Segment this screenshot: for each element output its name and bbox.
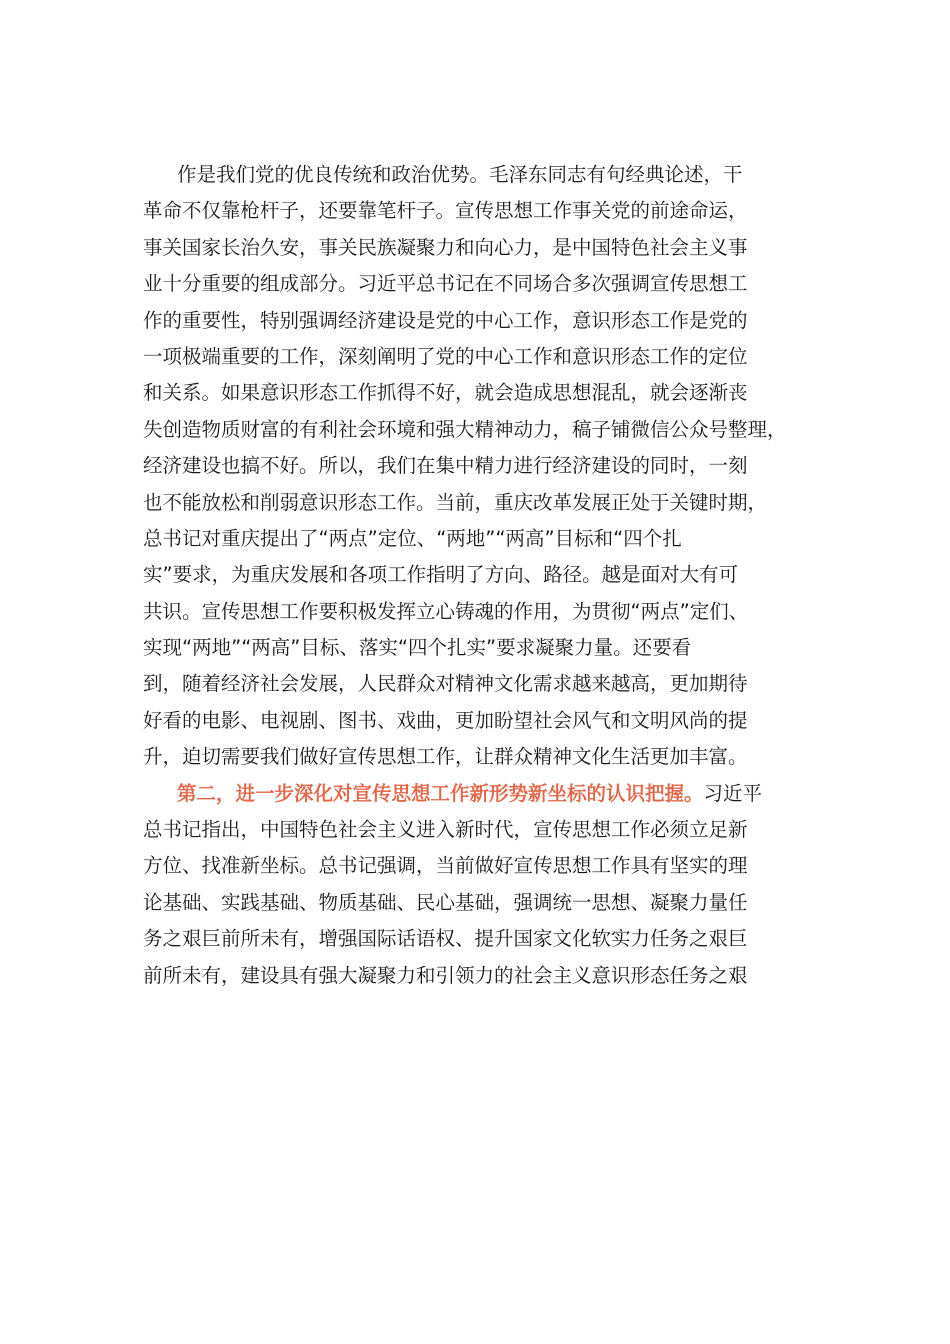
text-line: 也不能放松和削弱意识形态工作。当前，重庆改革发展正处于关键时期， xyxy=(143,490,768,514)
paragraph-2-first-line xyxy=(143,776,823,812)
text-line: 论基础、实践基础、物质基础、民心基础，强调统一思想、凝聚力量任 xyxy=(143,890,748,914)
text-line: 好看的电影、电视剧、图书、戏曲，更加盼望社会风气和文明风尚的提 xyxy=(143,708,748,732)
paragraph-1 xyxy=(143,157,823,776)
text-line: 经济建设也搞不好。所以，我们在集中精力进行经济建设的同时，一刻 xyxy=(143,454,748,478)
text-line: 业十分重要的组成部分。习近平总书记在不同场合多次强调宣传思想工 xyxy=(143,272,748,296)
section-heading: 第二，进一步深化对宣传思想工作新形势新坐标的认识把握。 xyxy=(177,781,704,805)
text-line: 到，随着经济社会发展，人民群众对精神文化需求越来越高，更加期待 xyxy=(143,672,748,696)
heading-line-rest: 习近平 xyxy=(703,781,763,805)
text-line: 实”要求，为重庆发展和各项工作指明了方向、路径。越是面对大有可 xyxy=(143,563,739,587)
text-line: 失创造物质财富的有利社会环境和强大精神动力，稿子铺微信公众号整理， xyxy=(143,417,787,441)
text-line: 事关国家长治久安，事关民族凝聚力和向心力，是中国特色社会主义事 xyxy=(143,235,748,259)
text-line: 作是我们党的优良传统和政治优势。毛泽东同志有句经典论述，干 xyxy=(177,163,743,186)
text-line: 总书记对重庆提出了“两点”定位、“两地”“两高”目标和“四个扎 xyxy=(143,526,682,550)
text-line: 实现“两地”“两高”目标、落实“四个扎实”要求凝聚力量。还要看 xyxy=(143,636,692,660)
text-line: 共识。宣传思想工作要积极发挥立心铸魂的作用，为贯彻“两点”定们、 xyxy=(143,599,749,623)
text-line: 革命不仅靠枪杆子，还要靠笔杆子。宣传思想工作事关党的前途命运， xyxy=(143,199,748,223)
text-line: 前所未有，建设具有强大凝聚力和引领力的社会主义意识形态任务之艰 xyxy=(143,963,748,987)
text-line: 务之艰巨前所未有，增强国际话语权、提升国家文化软实力任务之艰巨 xyxy=(143,927,748,951)
text-line: 方位、找准新坐标。总书记强调，当前做好宣传思想工作具有坚实的理 xyxy=(143,854,748,878)
body-text xyxy=(143,157,823,994)
text-line: 和关系。如果意识形态工作抓得不好，就会造成思想混乱，就会逐渐丧 xyxy=(143,381,748,405)
text-line: 作的重要性，特别强调经济建设是党的中心工作，意识形态工作是党的 xyxy=(143,308,748,332)
text-line: 总书记指出，中国特色社会主义进入新时代，宣传思想工作必须立足新 xyxy=(143,818,748,842)
paragraph-2 xyxy=(143,776,823,994)
text-line: 一项极端重要的工作，深刻阐明了党的中心工作和意识形态工作的定位 xyxy=(143,344,748,368)
text-line: 升，迫切需要我们做好宣传思想工作，让群众精神文化生活更加丰富。 xyxy=(143,745,748,769)
